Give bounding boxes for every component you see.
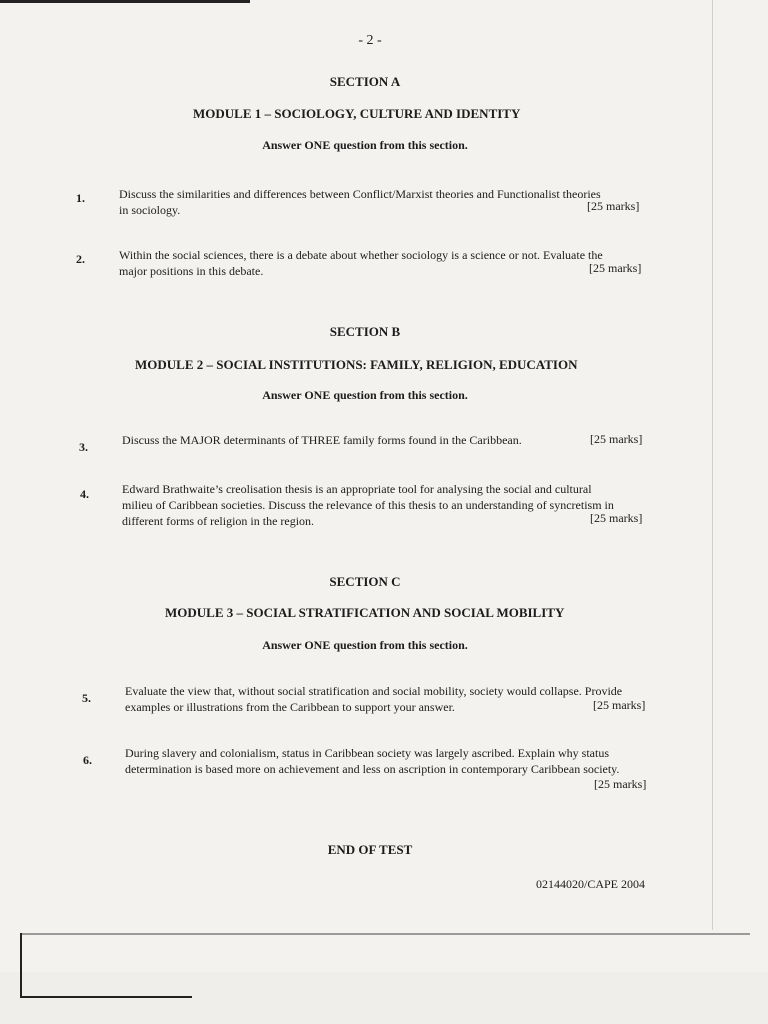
- module-3-title: MODULE 3 – SOCIAL STRATIFICATION AND SOCIAL MOBILITY: [165, 605, 565, 620]
- scan-edge-top: [0, 0, 250, 3]
- question-6-number: 6.: [83, 753, 92, 767]
- question-1-number: 1.: [76, 191, 85, 205]
- question-6-line-1: During slavery and colonialism, status in Caribbean society was largely ascribed. Explain why status: [125, 746, 610, 760]
- paper-code: 02144020/CAPE 2004: [536, 877, 646, 891]
- question-5-line-1: Evaluate the view that, without social stratification and social mobility, society would collapse. Provide: [125, 684, 623, 698]
- section-b-instruction: Answer ONE question from this section.: [262, 388, 468, 402]
- question-1-line-1: Discuss the similarities and differences between Conflict/Marxist theories and Functionalist theories: [119, 187, 601, 201]
- module-2-title: MODULE 2 – SOCIAL INSTITUTIONS: FAMILY, RELIGION, EDUCATION: [135, 357, 578, 372]
- question-4-number: 4.: [80, 487, 89, 501]
- question-3-number: 3.: [79, 440, 88, 454]
- question-6-line-2: determination is based more on achievement and less on ascription in contemporary Caribbean society.: [125, 762, 620, 776]
- question-4-line-3: different forms of religion in the region.: [122, 514, 315, 528]
- scan-edge-bottom: [20, 933, 750, 935]
- question-1-marks: [25 marks]: [587, 199, 640, 213]
- question-3-text: [122, 432, 592, 448]
- question-2-text: [119, 247, 650, 279]
- question-4-marks: [25 marks]: [590, 511, 643, 525]
- question-1-line-2: in sociology.: [119, 203, 181, 217]
- question-3-line-1: Discuss the MAJOR determinants of THREE family forms found in the Caribbean.: [122, 433, 522, 447]
- scan-edge-left: [20, 933, 22, 998]
- end-of-test: END OF TEST: [327, 842, 413, 857]
- question-5-line-2: examples or illustrations from the Caribbean to support your answer.: [125, 700, 455, 714]
- question-5-text: [125, 683, 656, 715]
- section-a-title: SECTION A: [329, 74, 401, 89]
- scan-fold-area: [0, 972, 768, 1024]
- question-2-line-2: major positions in this debate.: [119, 264, 264, 278]
- page-number: - 2 -: [358, 33, 382, 48]
- question-2-line-1: Within the social sciences, there is a debate about whether sociology is a science or not. Evaluate the: [119, 248, 603, 262]
- question-6-text: [125, 745, 656, 777]
- section-b-title: SECTION B: [329, 324, 401, 339]
- section-c-instruction: Answer ONE question from this section.: [262, 638, 468, 652]
- question-4-line-1: Edward Brathwaite’s creolisation thesis is an appropriate tool for analysing the social and cultural: [122, 482, 592, 496]
- scan-edge-foot: [22, 996, 192, 998]
- section-c-title: SECTION C: [329, 574, 401, 589]
- question-2-marks: [25 marks]: [589, 261, 642, 275]
- question-2-number: 2.: [76, 252, 85, 266]
- question-6-marks: [25 marks]: [594, 777, 647, 791]
- question-4-text: [122, 481, 653, 529]
- question-5-number: 5.: [82, 691, 91, 705]
- module-1-title: MODULE 1 – SOCIOLOGY, CULTURE AND IDENTITY: [193, 106, 521, 121]
- question-5-marks: [25 marks]: [593, 698, 646, 712]
- question-1-text: [119, 186, 650, 218]
- section-a-instruction: Answer ONE question from this section.: [262, 138, 468, 152]
- question-4-line-2: milieu of Caribbean societies. Discuss the relevance of this thesis to an understanding of syncretism in: [122, 498, 614, 512]
- question-3-marks: [25 marks]: [590, 432, 643, 446]
